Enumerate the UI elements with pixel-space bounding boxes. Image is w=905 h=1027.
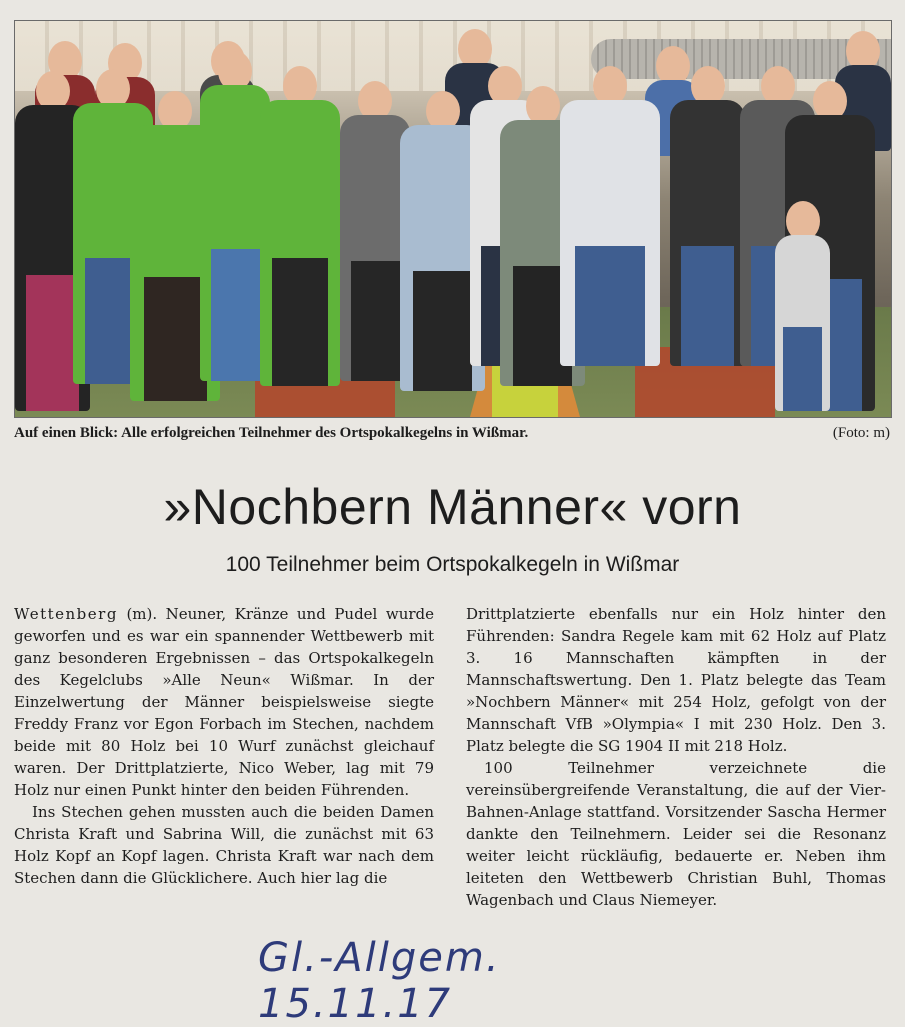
photo-person <box>560 66 660 366</box>
article-paragraph: Ins Stechen gehen mussten auch die beiden Damen Christa Kraft und Sabrina Will, die zunächst mit 63 Holz Kopf an Kopf lagen. Christa Kraft war nach dem Stechen dann die Glücklichere. Auch hier lag die <box>14 803 434 887</box>
caption-text: Auf einen Blick: Alle erfolgreichen Teilnehmer des Ortspokalkegelns in Wißmar. <box>14 425 529 441</box>
article-paragraph <box>14 603 434 801</box>
handwritten-source-note: Gl.-Allgem. 15.11.17 <box>258 935 501 1027</box>
group-photo <box>14 20 892 418</box>
paragraph-text: (m). Neuner, Kränze und Pudel wurde geworfen und es war ein spannender Wettbewerb mit ganz besonderen Ergebnissen – das Ortspokalkegeln des Kegelclubs »Alle Neun« Wißmar. In der Einzelwertung der Männer beispielsweise siegte Freddy Franz vor Egon Forbach im Stechen, nachdem beide mit 80 Holz bei 10 Wurf zunächst gleichauf waren. Der Drittplatzierte, Nico Weber, lag mit 79 Holz nur einen Punkt hinter den beiden Führenden. <box>14 605 434 799</box>
photo-credit: (Foto: m) <box>832 425 890 441</box>
photo-person <box>260 66 340 386</box>
photo-child <box>775 201 830 411</box>
photo-caption <box>14 425 890 447</box>
article-column-left <box>14 603 434 889</box>
article-paragraph: 100 Teilnehmer verzeichnete die vereinsübergreifende Veranstaltung, die auf der Vier-Bahnen-Anlage stattfand. Vorsitzender Sascha Hermer dankte den Teilnehmern. Leider sei die Resonanz weiter leicht rückläufig, bedauerte er. Neben ihm leiteten den Wettbewerb Christian Buhl, Thomas Wagenbach und Claus Niemeyer. <box>466 759 886 909</box>
photo-person <box>670 66 745 366</box>
dateline: Wettenberg <box>14 605 118 623</box>
article-paragraph: Drittplatzierte ebenfalls nur ein Holz hinter den Führenden: Sandra Regele kam mit 62 Holz auf Platz 3. 16 Mannschaften kämpften in der Mannschaftswertung. Den 1. Platz belegte das Team »Nochbern Männer« mit 254 Holz, gefolgt von der Mannschaft VfB »Olympia« I mit 230 Holz. Den 3. Platz belegte die SG 1904 II mit 218 Holz. <box>466 605 886 755</box>
article-headline: »Nochbern Männer« vorn <box>163 479 742 535</box>
article-column-right <box>466 603 886 911</box>
article-subheadline: 100 Teilnehmer beim Ortspokalkegeln in Wißmar <box>225 553 680 576</box>
